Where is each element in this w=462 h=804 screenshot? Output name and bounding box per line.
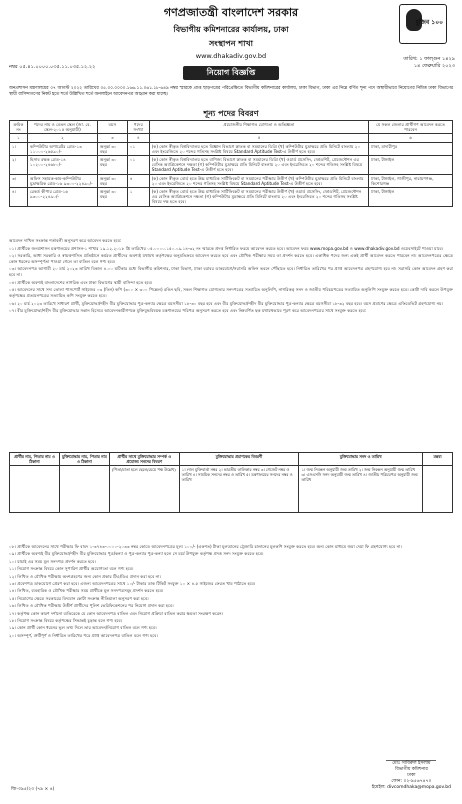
condition-item: ১৭। কর্তৃপক্ষ কোন কারণ দর্শানো ব্যতিরেকে যে কোন আবেদনপত্র বাতিল এবং নিয়োগ প্রক্রিয়া বাতিল করার ক্ষমতা সংরক্ষণ করেন। — [9, 610, 224, 616]
form-row — [10, 466, 453, 513]
count-cell: ০১ — [127, 142, 149, 155]
table-row — [10, 142, 453, 155]
condition-item: ১৩। প্রবেশপত্র ডাকযোগে প্রেরণ করা হবে। এজন্য আবেদনপত্রের সাথে ১০/- টাকার ডাক টিকিট সংযুক্ত ১০ × ৪.৫ সাইজের ফেরত খাম পাঠাতে হবে। — [9, 581, 256, 587]
signatory-phone: ফোন: ০২-৯৫৬৭৪৭০ — [391, 779, 432, 784]
age-cell: অনূর্ধ্ব ৩০ বছর — [97, 142, 127, 155]
col-header: যে সকল জেলার প্রার্থীগণ আবেদন করতে পারবেন — [369, 121, 453, 134]
gov-title: গণপ্রজাতন্ত্রী বাংলাদেশ সরকার — [163, 6, 299, 19]
district-cell: ঢাকা, টাঙ্গাইল — [369, 188, 453, 207]
col-header: প্রার্থীর সাথে মুক্তিযোদ্ধার সম্পর্ক ও প্রযোজ্য সনদের বিবরণ — [109, 453, 179, 466]
serial-cell: ২। — [10, 156, 28, 175]
branch-title: সংস্থাপন শাখা — [209, 39, 253, 48]
table-row — [10, 174, 453, 187]
signature-block — [372, 752, 451, 791]
serial-cell: ৪। — [10, 188, 28, 207]
col-header: মুক্তিযোদ্ধার প্রমাণকের বিবরণী — [179, 453, 299, 466]
table-row — [10, 188, 453, 207]
count-cell: ৪ — [127, 174, 149, 187]
certificate-cell: ১। জন্ম নিবন্ধন অনুযায়ী জন্ম তারিখ ২। জন্ম নিবন্ধন অনুযায়ী জন্ম তারিখ ৩। এসএসসি সনদ অনুযায়ী জন্ম তারিখ ৪। জাতীয় পরিচয়পত্র অনুযায়ী জন্ম তারিখ — [299, 466, 423, 513]
condition-item: ০৮। প্রার্থীকে আবেদনের সাথে পরীক্ষার ফি বাবদ ১-৩৭৪৩-০০০০-২০৩৩ নম্বর কোডে আবেদনপত্রের মূল্য ১০০/- (একশত) টাকা মূল্যমানের ট্রেজারি চালানের মূলকপি সংযুক্ত করতে হবে। অন্য কোন মাধ্যমে জমা দেয়া ফি গ্রহণযোগ্য হবে না। — [9, 544, 402, 549]
condition-item: ২০। অসম্পূর্ণ, ত্রুটিপূর্ণ ও নির্ধারিত তারিখের পরে প্রাপ্ত আবেদনপত্র বাতিল বলে গণ্য হবে। — [9, 632, 158, 638]
serial-cell: ১। — [10, 142, 28, 155]
condition-item: ১৯। কোন প্রার্থী কোন ধরনের ভুল তথ্য দিলে তার আবেদন/নিয়োগ বাতিল বলে গণ্য হবে। — [9, 625, 157, 631]
post-cell: অফিস সহায়ক-কাম-কম্পিউটার মুদ্রাক্ষরিক গ্রেড-১৬ ৯৩০০-২২৪৯০/- — [27, 174, 97, 187]
col-number: ২ — [27, 134, 97, 142]
col-number: ৩ — [97, 134, 127, 142]
district-cell: ঢাকা, টাঙ্গাইল, গাজীপুর, নারায়ণগঞ্জ, কিশোরগঞ্জ — [369, 174, 453, 187]
qualification-cell: (ক) কোন স্বীকৃত বোর্ড হতে উচ্চ মাধ্যমিক সার্টিফিকেট বা সমমানের পরীক্ষায় উত্তীর্ণ (খ) ওয়ার্ড প্রসেসিং, স্প্রেডশিট, প্রেজেন্টেশন এর বেসিক অ্যাপ্লিকেশনে দক্ষতা (গ) কম্পিউটার মুদ্রাক্ষরে প্রতি মিনিটে বাংলায় ২০ এবং ইংরেজিতে ২০ শব্দের গতিসহ সংশ্লিষ্ট বিষয়ে দক্ষ হতে হবে। — [149, 188, 368, 207]
serial-cell: ৩। — [10, 174, 28, 187]
condition-item: ১০। যাচাই এর সময় মূল সনদপত্র প্রদর্শন করতে হবে। — [9, 558, 96, 564]
col-header: ক্রমিক নং — [10, 121, 28, 134]
job-circular-page — [7, 4, 455, 796]
col-number: ৪ — [127, 134, 149, 142]
condition-item: ০৪। প্রার্থীকে অবশ্যই বাংলাদেশের নাগরিক এবং ঢাকা বিভাগের স্থায়ী বাসিন্দা হতে হবে। — [9, 279, 153, 285]
vacancy-table — [9, 120, 453, 207]
vacancy-colnum-row — [10, 134, 453, 142]
signatory-title: বিভাগীয় কমিশনার — [394, 767, 428, 772]
conditions-block-2 — [9, 544, 453, 640]
issue-date — [403, 56, 455, 70]
count-cell: ১ — [127, 188, 149, 207]
condition-item: ১৮। নিয়োগ সংক্রান্ত বিষয়ে কর্তৃপক্ষের সিদ্ধান্তই চূড়ান্ত বলে গণ্য হবে। — [9, 618, 123, 624]
condition-item: ০৯। প্রার্থীকে অবশ্যই বীর মুক্তিযোদ্ধা/শহীদ বীর মুক্তিযোদ্ধার পুত্র/কন্যা ও পুত্র-কন্যার পুত্র-কন্যা হলে সে মর্মে উপযুক্ত কর্তৃপক্ষ প্রদত্ত সনদ সংযুক্ত করতে হবে। — [9, 551, 264, 557]
table-row — [10, 156, 453, 175]
evidence-cell: ১। লাল মুক্তিবার্তা নম্বর ২। ভারতীয় তালিকার নম্বর ৩। গেজেট নম্বর ও তারিখ ৪। সাময়িক সনদের নম্বর ও তারিখ ৫। মন্ত্রণালয়ের সনদের নম্বর ও তারিখ — [179, 466, 299, 513]
signature-line — [386, 752, 436, 761]
age-cell: অনূর্ধ্ব ৩০ বছর — [97, 174, 127, 187]
district-cell: ঢাকা, মাদারীপুর — [369, 142, 453, 155]
post-cell: হিসাব রক্ষক গ্রেড-১৪ ১০২০০-২৪৬৮০/- — [27, 156, 97, 175]
condition-item: ১১। নিয়োগ সংক্রান্ত বিষয়ে কোন সুপারিশ প্রার্থীর অযোগ্যতা বলে গণ্য হবে। — [9, 566, 134, 572]
date-bangla: তারিখ: ১ ফাল্গুন ১৪২৯ — [403, 56, 455, 62]
col-header: পদের নাম ও বেতন স্কেল (জা. বে. স্কেল-২০১৫ অনুযায়ী) — [27, 121, 97, 134]
condition-item: ০৭। বীর মুক্তিযোদ্ধা/শহীদ বীর মুক্তিযোদ্ধার সন্তান হিসেবে আবেদনকারীগণকে মুক্তিযুদ্ধবিষয়ক মন্ত্রণালয়ের পরিপত্র অনুসরণ করতে হবে এবং নিম্নবর্ণিত ছক যথাযথভাবে পূরণ করে আবেদনপত্রের সাথে সংযুক্ত করতে হবে: — [9, 308, 367, 314]
qualification-cell: (ক) কোন স্বীকৃত বিশ্ববিদ্যালয় হতে বাণিজ্য বিভাগে স্নাতক বা সমমানের ডিগ্রি (খ) ওয়ার্ড প্রসেসিং, স্প্রেডশিট, প্রেজেন্টেশন এর বেসিক অ্যাপ্লিকেশনে দক্ষতা (গ) কম্পিউটার মুদ্রাক্ষরে প্রতি মিনিটে বাংলায় ২০ এবং ইংরেজিতে ২০ শব্দের গতিসহ সংশ্লিষ্ট বিষয়ে Standard Aptitude Test-এ উত্তীর্ণ হতে হবে। — [149, 156, 368, 175]
mujib100-logo — [399, 4, 447, 44]
signatory-name: মোঃ সাবিরুল ইসলাম — [392, 761, 431, 766]
qualification-cell: (ক) কোন স্বীকৃত বিশ্ববিদ্যালয় হতে বিজ্ঞান বিভাগে স্নাতক বা সমমানের ডিগ্রি (খ) কম্পিউটার মুদ্রাক্ষরে প্রতি মিনিটে বাংলায় ২০ এবং ইংরেজিতে ২০ শব্দের গতিসহ সংশ্লিষ্ট বিষয়ে Standard Aptitude Test-এ উত্তীর্ণ হতে হবে। — [149, 142, 368, 155]
office-title: বিভাগীয় কমিশনারের কার্যালয়, ঢাকা — [173, 25, 289, 34]
post-cell: রেকর্ড কীপার গ্রেড-১৬ ৯৩০০-২২৪৯০/- — [27, 188, 97, 207]
signatory-location: ঢাকা — [407, 773, 416, 778]
condition-item: ০৬। ২০ মার্চ ২০২৩ তারিখে সাধারণ প্রার্থী, মুক্তিযোদ্ধা/শহীদ বীর মুক্তিযোদ্ধার পুত্র-কন্যার ক্ষেত্রে বয়সসীমা ১৮-৩০ বছর হবে এবং বীর মুক্তিযোদ্ধা/শহীদ বীর মুক্তিযোদ্ধার পুত্র-কন্যার ক্ষেত্রে বয়সসীমা ১৮-৩২ বছর হবে। বয়স প্রমাণের ক্ষেত্রে এফিডেভিট গ্রহণযোগ্য নয়। — [9, 300, 444, 306]
condition-item: ০৩। আবেদনপত্র আগামী ২০ মার্চ ২০২৩ তারিখ বিকাল ৪.০০ ঘটিকার মধ্যে বিভাগীয় কমিশনার, ঢাকা বিভাগ, ঢাকা বরাবর ডাকযোগে/সরাসরি অফিস ভবনে পৌঁছাতে হবে। নির্ধারিত তারিখের পর প্রাপ্ত আবেদনপত্র গ্রহণযোগ্য হবে না। সরাসরি কোন আবেদন গ্রহণ করা হবে না। — [9, 266, 453, 278]
intro-paragraph: জনপ্রশাসন মন্ত্রণালয়ের ০৭ আগস্ট ২০২২ তারিখের ০৫.০০.০০০০.১৬৬.১১.০৬১.১৮-৬৪৯ নম্বর স্মারকে প্রাপ্ত ছাড়পত্রের পরিপ্রেক্ষিতে বিভাগীয় কমিশনারের কার্যালয়, ঢাকা বিভাগ, ঢাকা এর নিম্নে বর্ণিত শূন্য পদে অস্থায়ীভাবে নিয়োগের নিমিত্ত ঢাকা বিভাগের স্থায়ী বাসিন্দাগণের নিকট হতে শর্তে উল্লিখিত শর্তে অনলাইনে আবেদনপত্র আহ্বান করা যাচ্ছে। — [9, 86, 453, 97]
website-link[interactable]: www.dhakadiv.gov.bd — [195, 52, 267, 60]
section-title: শূন্য পদের বিবরণ — [203, 109, 259, 118]
condition-item: ১২। লিখিত ও মৌখিক পরীক্ষায় অংশগ্রহণের জন্য কোন প্রকার টিএ/ডিএ প্রদান করা হবে না। — [9, 573, 161, 579]
signatory-email[interactable]: ইমেইল: divcomdhaka@mopa.gov.bd — [371, 785, 451, 790]
form-cell — [59, 466, 109, 513]
condition-item: ১৪। লিখিত, ব্যবহারিক ও মৌখিক পরীক্ষার সময় প্রার্থীকে মূল সনদপত্রসমূহ প্রদর্শন করতে হবে। — [9, 588, 164, 594]
col-number: ১ — [10, 134, 28, 142]
condition-item: ০২। সরকারি, আধা সরকারি ও স্বায়ত্তশাসিত প্রতিষ্ঠানে কর্মরত প্রার্থীদের অবশ্যই যথাযথ কর্তৃপক্ষের অনুমতিক্রমে আবেদন করতে হবে এবং মৌখিক পরীক্ষার সময় তা প্রদর্শন করতে হবে। একাধিক পদের জন্য একই প্রার্থী আবেদন করতে পারবেন না। আবেদনপত্রের ক্ষেত্রে কোন ধরনের অসম্পূর্ণতা পাওয়া গেলে তা বাতিল বলে গণ্য হবে। — [9, 253, 453, 264]
vacancy-header-row — [10, 121, 453, 134]
form-cell — [10, 466, 60, 513]
col-header: প্রয়োজনীয় শিক্ষাগত যোগ্যতা ও অভিজ্ঞতা — [149, 121, 368, 134]
col-header: মুক্তিযোদ্ধার নাম, পিতার নাম ও ঠিকানা — [59, 453, 109, 466]
col-number: ৫ — [149, 134, 368, 142]
col-header: মুক্তিযোদ্ধার সনদ ও তারিখ — [299, 453, 423, 466]
col-header: মন্তব্য — [423, 453, 453, 466]
conditions-block — [9, 238, 453, 316]
circular-banner: নিয়োগ বিজ্ঞপ্তি — [183, 66, 279, 80]
date-english: ১৪ ফেব্রুয়ারি ২০২৩ — [413, 63, 455, 69]
condition-item: ০৫। আবেদনের সাথে সদ্য তোলা পাসপোর্ট সাইজের ০৩ (তিন) কপি (৩০০ × ৩০০ পিক্সেল) রঙিন ছবি, সকল শিক্ষাগত যোগ্যতার সনদপত্রের সত্যায়িত অনুলিপি, নাগরিকত্ব সনদ ও জাতীয় পরিচয়পত্রের সত্যায়িত অনুলিপি সংযুক্ত করতে হবে। কোটা দাবি করলে উপযুক্ত কর্তৃপক্ষের প্রত্যয়নপত্রের সত্যায়িত কপি সংযুক্ত করতে হবে। — [9, 287, 453, 299]
logo-text: মুজিব ১০০ — [415, 19, 443, 26]
col-header: প্রার্থীর নাম, পিতার নাম ও ঠিকানা — [10, 453, 60, 466]
col-header: বয়স — [97, 121, 127, 134]
age-cell: অনূর্ধ্ব ৩০ বছর — [97, 156, 127, 175]
qualification-cell: (ক) কোন স্বীকৃত বোর্ড হতে উচ্চ মাধ্যমিক সার্টিফিকেট বা সমমানের পরীক্ষায় উত্তীর্ণ (খ) কম্পিউটার মুদ্রাক্ষরে প্রতি মিনিটে বাংলায় ২০ এবং ইংরেজিতে ২০ শব্দের গতিসহ সংশ্লিষ্ট বিষয়ে Standard Aptitude Test-এ উত্তীর্ণ হতে হবে। — [149, 174, 368, 187]
memo-number: নম্বর ০৫.৪১.০০০০.০৩৫.১১.০৩৫.১২.২২ — [9, 64, 96, 70]
district-cell: ঢাকা, টাঙ্গাইল — [369, 156, 453, 175]
conditions-intro: আবেদন দাখিল সংক্রান্ত শর্তাবলী অনুসরণ করে আবেদন করতে হবে: — [9, 238, 122, 243]
condition-item: ১৫। নিয়োগের ক্ষেত্রে সরকারের বিদ্যমান কোটা সংক্রান্ত নীতিমালা অনুসরণ করা হবে। — [9, 595, 149, 601]
col-number: ৬ — [369, 134, 453, 142]
condition-item: ০১। প্রার্থীকে জনপ্রশাসন মন্ত্রণালয়ের প্রশাসন-১ শাখার ১৯.১২.২০১৮ খ্রি তারিখের ০৫.০০০০.১৫০.০৯.১৪-৩২ নং স্মারকে প্রদত্ত নির্ধারিত ফরমে আবেদন করতে হবে। আবেদন ফরম www.mopa.gov.bd ও www.dhakadiv.gov.bd ওয়েবসাইটে পাওয়া যাবে। — [9, 245, 444, 251]
condition-item: ১৬। লিখিত ও মৌখিক পরীক্ষায় উত্তীর্ণ প্রার্থীদের পুলিশ ভেরিফিকেশনের পর নিয়োগ প্রদান করা হবে। — [9, 603, 174, 609]
print-code: জি-৩৯৫/২৩ (৭৯ × ৪) — [11, 787, 55, 792]
relation-cell: (পিতা/মাতা হলে ছেলে/মেয়ে পক্ষ উল্লেখ) — [109, 466, 179, 513]
form-header-row — [10, 453, 453, 466]
age-cell: অনূর্ধ্ব ৩০ বছর — [97, 188, 127, 207]
post-cell: কম্পিউটার অপারেটর গ্রেড-১৩ ১১০০০-২৬৫৯০/- — [27, 142, 97, 155]
remarks-cell — [423, 466, 453, 513]
freedom-fighter-form-table — [9, 452, 453, 513]
count-cell: ০১ — [127, 156, 149, 175]
col-header: পদের সংখ্যা — [127, 121, 149, 134]
